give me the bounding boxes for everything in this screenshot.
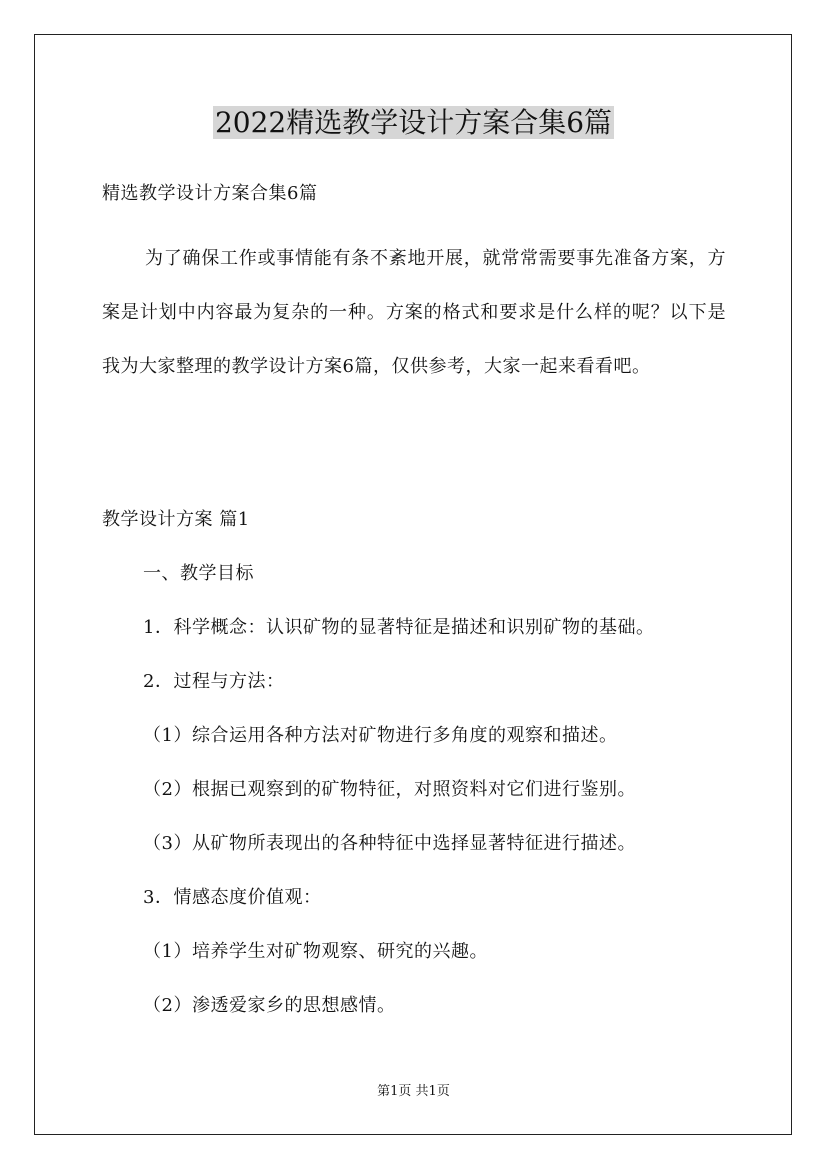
list-item: 3．情感态度价值观： [143,887,322,908]
list-item: 1．科学概念：认识矿物的显著特征是描述和识别矿物的基础。 [143,617,655,638]
document-subtitle: 精选教学设计方案合集6篇 [102,183,318,204]
list-item: 一、教学目标 [143,563,254,584]
list-item: （2）根据已观察到的矿物特征，对照资料对它们进行鉴别。 [143,779,636,800]
intro-paragraph: 为了确保工作或事情能有条不紊地开展，就常常需要事先准备方案，方案是计划中内容最为复杂的一种。方案的格式和要求是什么样的呢？以下是我为大家整理的教学设计方案6篇，仅供参考，大家一起来看看吧。 [102,248,726,377]
section-heading: 教学设计方案 篇1 [102,509,250,530]
document-title: 2022精选教学设计方案合集6篇 [214,106,613,139]
list-item: （1）培养学生对矿物观察、研究的兴趣。 [143,941,488,962]
list-item: 2．过程与方法： [143,671,285,692]
list-item: （2）渗透爱家乡的思想感情。 [143,995,396,1016]
page-footer: 第1页 共1页 [377,1084,450,1099]
list-item: （3）从矿物所表现出的各种特征中选择显著特征进行描述。 [143,833,636,854]
list-item: （1）综合运用各种方法对矿物进行多角度的观察和描述。 [143,725,618,746]
